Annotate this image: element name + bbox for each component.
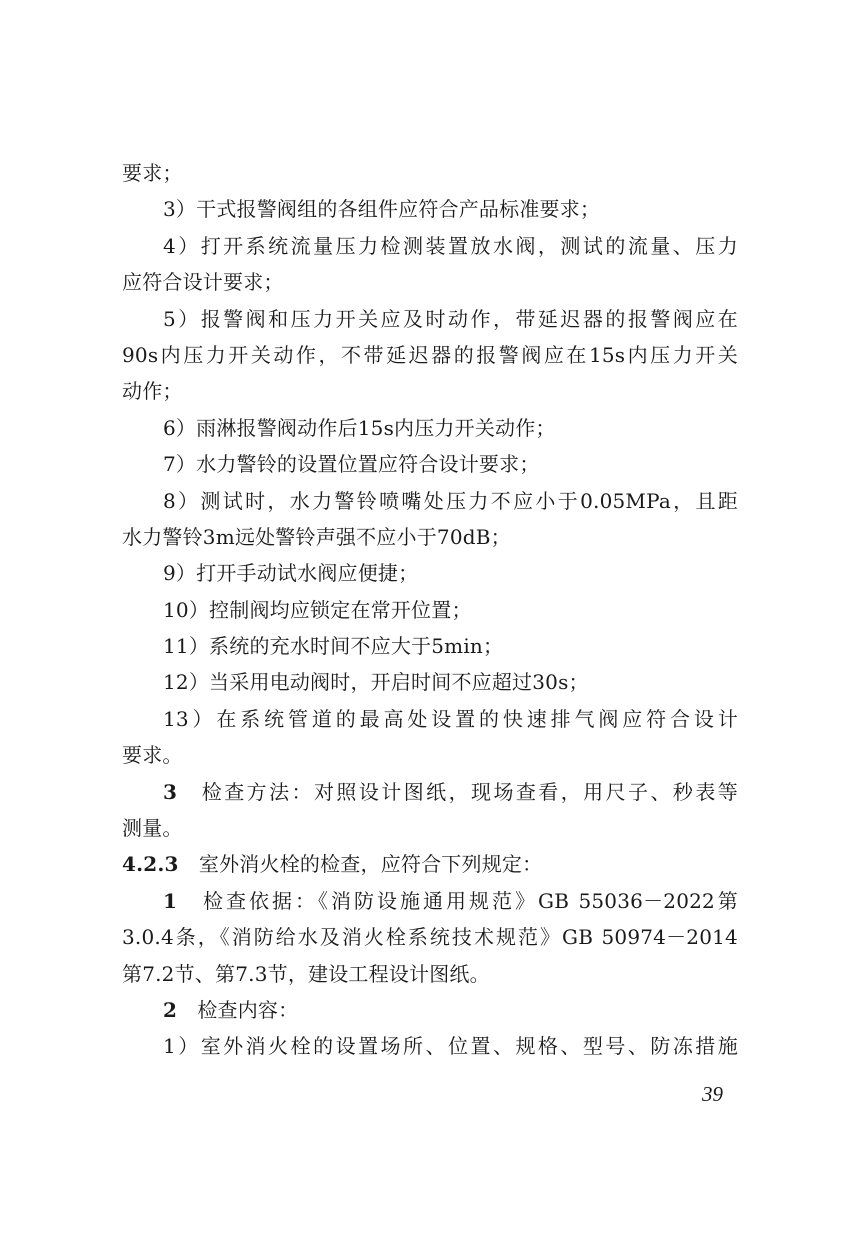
section-heading: 4.2.3 室外消火栓的检查，应符合下列规定：	[122, 852, 543, 877]
list-item: 6）雨淋报警阀动作后15s内压力开关动作；	[163, 415, 556, 440]
text-line: 应符合设计要求；	[122, 270, 284, 295]
list-item: 1）室外消火栓的设置场所、位置、规格、型号、防冻措施	[163, 1034, 738, 1059]
page-number: 39	[702, 1082, 723, 1106]
list-item: 12）当采用电动阀时，开启时间不应超过30s；	[163, 670, 589, 695]
text-line: 要求。	[122, 743, 183, 768]
list-item: 8）测试时，水力警铃喷嘴处压力不应小于0.05MPa，且距	[163, 488, 738, 513]
clause-heading: 1 检查依据：《消防设施通用规范》GB 55036－2022第	[163, 888, 738, 913]
document-page	[122, 155, 738, 1065]
text-line: 90s内压力开关动作，不带延迟器的报警阀应在15s内压力开关	[122, 342, 738, 367]
clause-number: 1	[163, 888, 178, 913]
list-item: 4）打开系统流量压力检测装置放水阀，测试的流量、压力	[163, 233, 738, 258]
text-line: 测量。	[122, 816, 183, 841]
list-item: 10）控制阀均应锁定在常开位置；	[163, 597, 472, 622]
text-line: 要求；	[122, 161, 183, 185]
clause-number: 2	[163, 997, 178, 1022]
section-number: 4.2.3	[122, 852, 179, 877]
text-line: 第7.2节、第7.3节，建设工程设计图纸。	[122, 961, 490, 986]
text-line: 动作；	[122, 379, 183, 404]
clause-heading: 2 检查内容：	[163, 997, 299, 1022]
list-item: 5）报警阀和压力开关应及时动作，带延迟器的报警阀应在	[163, 306, 738, 331]
clause-heading: 3 检查方法：对照设计图纸，现场查看，用尺子、秒表等	[163, 779, 738, 804]
list-item: 13）在系统管道的最高处设置的快速排气阀应符合设计	[163, 706, 738, 731]
text-line: 3.0.4条，《消防给水及消火栓系统技术规范》GB 50974－2014	[122, 925, 738, 950]
list-item: 11）系统的充水时间不应大于5min；	[163, 634, 504, 659]
clause-number: 3	[163, 779, 178, 804]
list-item: 9）打开手动试水阀应便捷；	[163, 561, 419, 586]
text-line: 水力警铃3m远处警铃声强不应小于70dB；	[122, 524, 511, 549]
list-item: 7）水力警铃的设置位置应符合设计要求；	[163, 452, 540, 477]
list-item: 3）干式报警阀组的各组件应符合产品标准要求；	[163, 197, 601, 222]
